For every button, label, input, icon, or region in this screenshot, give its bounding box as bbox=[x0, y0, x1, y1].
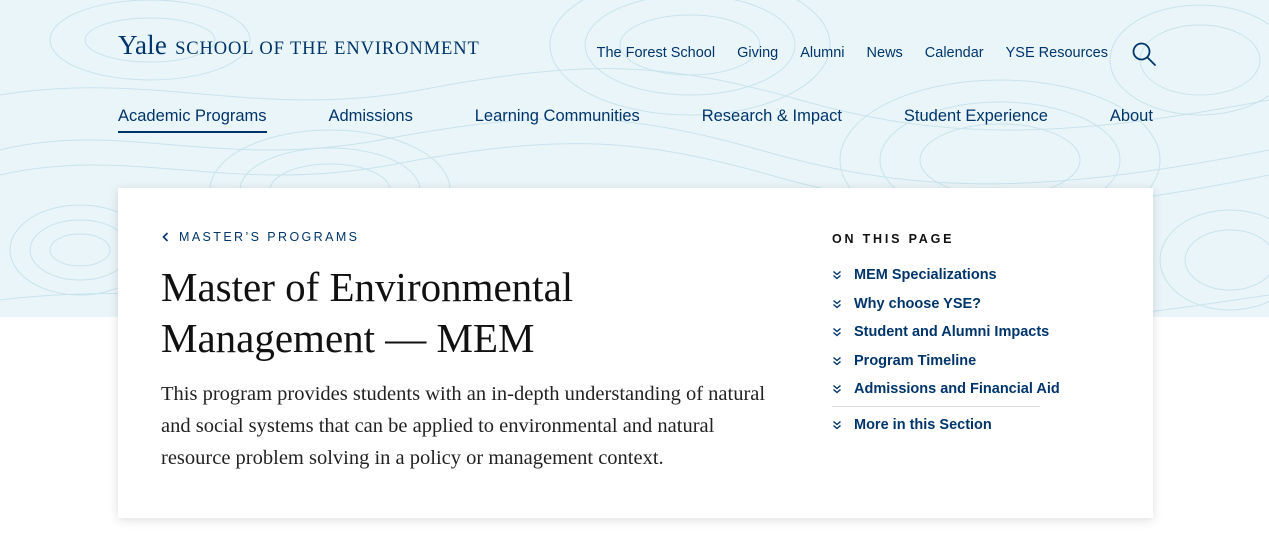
main-nav bbox=[118, 105, 1153, 135]
toc-divider bbox=[832, 406, 1040, 407]
program-intro-card bbox=[118, 188, 1153, 518]
main-nav-about[interactable]: About bbox=[1109, 107, 1153, 125]
logo-wordmark-school: SCHOOL OF THE ENVIRONMENT bbox=[175, 39, 480, 59]
toc-label: MEM Specializations bbox=[854, 267, 997, 284]
chevron-left-icon bbox=[161, 231, 171, 243]
toc-link-mem-specializations[interactable] bbox=[832, 261, 1052, 290]
toc-link-student-alumni-impacts[interactable] bbox=[832, 318, 1052, 347]
utility-nav bbox=[597, 43, 1108, 63]
yale-environment-logo[interactable] bbox=[118, 30, 480, 64]
toc-link-admissions-financial-aid[interactable] bbox=[832, 375, 1060, 404]
search-icon[interactable] bbox=[1131, 41, 1157, 67]
toc-link-why-choose-yse[interactable] bbox=[832, 290, 1052, 319]
main-nav-research-impact[interactable]: Research & Impact bbox=[701, 107, 843, 125]
main-nav-learning-communities[interactable]: Learning Communities bbox=[474, 107, 640, 125]
on-this-page-heading: ON THIS PAGE bbox=[832, 232, 955, 246]
utility-link-news[interactable]: News bbox=[866, 45, 903, 61]
main-nav-student-experience[interactable]: Student Experience bbox=[903, 107, 1048, 125]
toc-label: Why choose YSE? bbox=[854, 295, 982, 312]
main-nav-academic-programs[interactable]: Academic Programs bbox=[118, 105, 267, 133]
double-chevron-down-icon bbox=[832, 356, 842, 366]
main-nav-admissions[interactable]: Admissions bbox=[328, 107, 413, 125]
utility-link-alumni[interactable]: Alumni bbox=[800, 45, 845, 61]
toc-label: Admissions and Financial Aid bbox=[854, 381, 1060, 398]
utility-link-the-forest-school[interactable]: The Forest School bbox=[596, 45, 716, 61]
double-chevron-down-icon bbox=[832, 299, 842, 309]
on-this-page-list bbox=[832, 261, 1060, 404]
toc-more-in-section[interactable] bbox=[832, 411, 1052, 440]
utility-link-yse-resources[interactable]: YSE Resources bbox=[1005, 45, 1108, 61]
double-chevron-down-icon bbox=[832, 270, 842, 280]
toc-link-program-timeline[interactable] bbox=[832, 347, 1052, 376]
page-title-line-1: Master of Environmental bbox=[161, 264, 574, 310]
on-this-page-nav bbox=[832, 230, 1060, 439]
toc-label: Program Timeline bbox=[854, 352, 977, 369]
page-title bbox=[161, 262, 761, 364]
breadcrumb-link[interactable] bbox=[161, 230, 359, 244]
utility-link-calendar[interactable]: Calendar bbox=[924, 45, 984, 61]
utility-link-giving[interactable]: Giving bbox=[737, 45, 779, 61]
toc-label: Student and Alumni Impacts bbox=[854, 324, 1050, 341]
double-chevron-down-icon bbox=[832, 327, 842, 337]
breadcrumb-label: MASTER’S PROGRAMS bbox=[179, 230, 360, 244]
double-chevron-down-icon bbox=[832, 420, 842, 430]
logo-wordmark-yale: Yale bbox=[118, 30, 168, 60]
double-chevron-down-icon bbox=[832, 384, 842, 394]
toc-more-label: More in this Section bbox=[854, 416, 992, 433]
page-title-line-2: Management — MEM bbox=[161, 315, 535, 361]
program-intro-text: This program provides students with an in-depth understanding of natural and social systems that can be applied to environmental and natural resource problem solving in a policy or management context. bbox=[161, 383, 766, 469]
